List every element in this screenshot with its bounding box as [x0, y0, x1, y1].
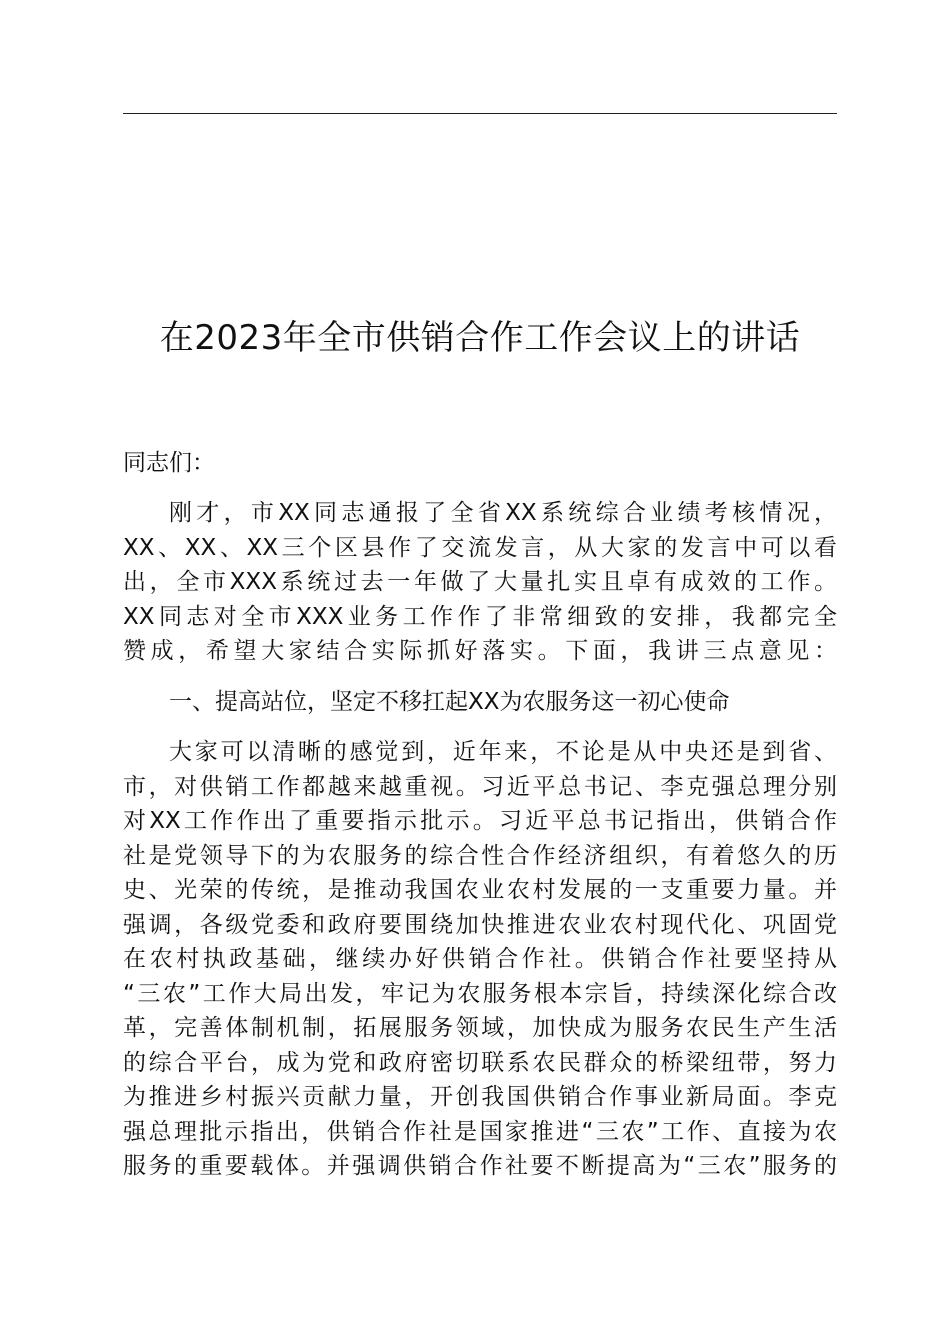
paragraph-line: 革，完善体制机制，拓展服务领域，加快成为服务农民生产生活 — [123, 1015, 837, 1041]
paragraph-line: 市，对供销工作都越来越重视。习近平总书记、李克强总理分别 — [123, 773, 837, 800]
paragraph-section-1 — [123, 735, 837, 1184]
paragraph-line: 史、光荣的传统，是推动我国农业农村发展的一支重要力量。并 — [123, 877, 837, 903]
paragraph-line: 对XX工作作出了重要指示批示。习近平总书记指出，供销合作 — [123, 808, 837, 834]
paragraph-line: 在农村执政基础，继续办好供销合作社。供销合作社要坚持从 — [123, 946, 837, 972]
paragraph-line: 大家可以清晰的感觉到，近年来，不论是从中央还是到省、 — [169, 739, 837, 765]
paragraph-line: 强总理批示指出，供销合作社是国家推进“三农”工作、直接为农 — [123, 1118, 837, 1145]
paragraph-line: 服务的重要载体。并强调供销合作社要不断提高为“三农”服务的 — [123, 1153, 837, 1179]
paragraph-line: “三农”工作大局出发，牢记为农服务根本宗旨，持续深化综合改 — [123, 980, 837, 1007]
document-title: 在2023年全市供销合作工作会议上的讲话 — [159, 318, 801, 358]
paragraph-line: 出，全市XXX系统过去一年做了大量扎实且卓有成效的工作。 — [123, 569, 837, 595]
paragraph-line: 为推进乡村振兴贡献力量，开创我国供销合作事业新局面。李克 — [123, 1084, 837, 1110]
paragraph-intro — [123, 496, 837, 669]
salutation: 同志们： — [123, 450, 215, 476]
header-rule — [123, 113, 837, 114]
paragraph-line: XX、XX、XX三个区县作了交流发言，从大家的发言中可以看 — [123, 534, 837, 561]
paragraph-line: 赞成，希望大家结合实际抓好落实。下面，我讲三点意见： — [123, 638, 837, 664]
paragraph-line: 社是党领导下的为农服务的综合性合作经济组织，有着悠久的历 — [123, 842, 837, 869]
paragraph-line: 强调，各级党委和政府要围绕加快推进农业农村现代化、巩固党 — [123, 911, 837, 938]
paragraph-line: 刚才，市XX同志通报了全省XX系统综合业绩考核情况， — [169, 500, 837, 526]
paragraph-line: XX同志对全市XXX业务工作作了非常细致的安排，我都完全 — [123, 603, 837, 630]
section-heading-1: 一、提高站位，坚定不移扛起XX为农服务这一初心使命 — [169, 689, 730, 715]
paragraph-line: 的综合平台，成为党和政府密切联系农民群众的桥梁纽带，努力 — [123, 1049, 837, 1076]
